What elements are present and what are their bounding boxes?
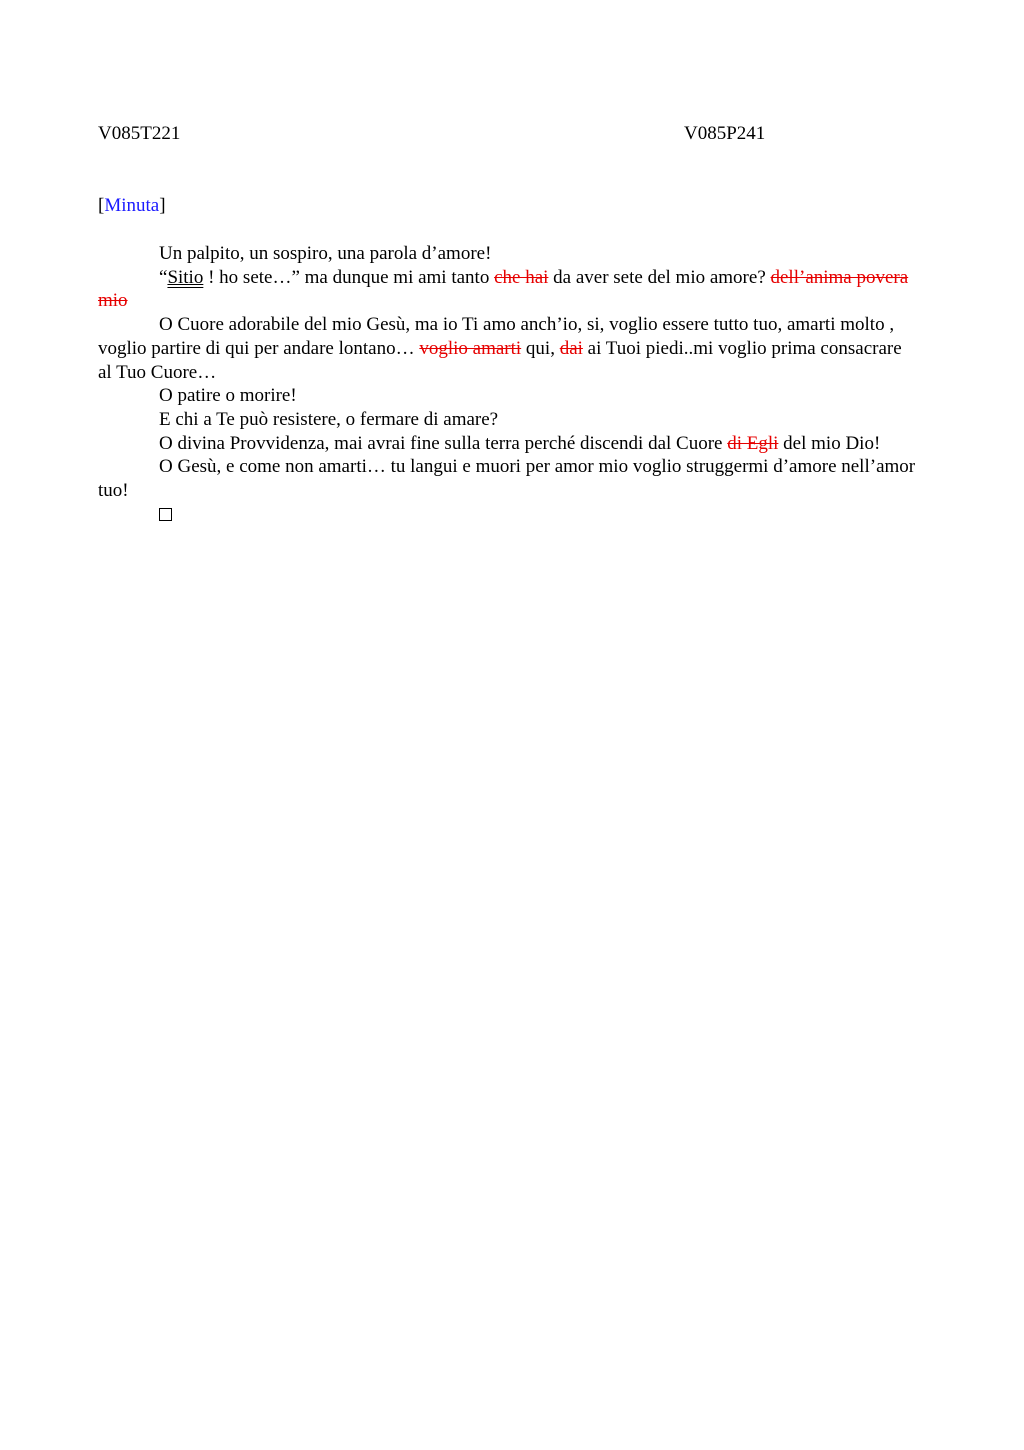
label-open-bracket: [ — [98, 195, 105, 216]
text-segment: da aver sete del mio amore? — [548, 266, 771, 288]
paragraph-6 — [98, 432, 920, 456]
text-segment: qui, — [521, 337, 560, 359]
document-id-right: V085P241 — [684, 123, 766, 144]
text-segment: del mio Dio! — [778, 432, 881, 454]
open-quote: “ — [159, 266, 168, 288]
paragraph-7: O Gesù, e come non amarti… tu langui e muori per amor mio voglio struggermi d’amore nell’amor tuo! — [98, 456, 916, 502]
text-segment: ! ho sete…” ma dunque mi ami tanto — [203, 266, 495, 288]
label-close-bracket: ] — [159, 195, 166, 216]
paragraph-1: Un palpito, un sospiro, una parola d’amore! — [159, 243, 492, 264]
deleted-text: di Egli — [727, 432, 779, 454]
paragraph-4: O patire o morire! — [159, 385, 297, 407]
end-marker-line — [98, 503, 920, 527]
text-segment: ai Tuoi piedi..mi voglio prima consacrare al Tuo Cuore… — [98, 337, 902, 383]
underlined-word: Sitio — [167, 266, 204, 288]
document-body — [98, 242, 920, 526]
square-box-icon — [159, 508, 172, 521]
paragraph-2 — [98, 266, 920, 313]
paragraph-5: E chi a Te può resistere, o fermare di amare? — [159, 408, 499, 430]
deleted-text: dai — [559, 337, 583, 359]
deleted-text: voglio amarti — [419, 337, 522, 359]
label-word: Minuta — [104, 195, 160, 216]
deleted-text: dell’anima povera mio — [98, 266, 909, 312]
document-id-left: V085T221 — [98, 123, 181, 144]
deleted-text: che hai — [494, 266, 549, 288]
paragraph-3 — [98, 313, 920, 384]
text-segment: O Cuore adorabile del mio Gesù, ma io Ti amo anch’io, si, voglio essere tutto tuo, amarti molto , voglio partire di qui per andare lontano… — [98, 314, 895, 359]
document-type-label — [98, 195, 166, 217]
text-segment: O divina Provvidenza, mai avrai fine sulla terra perché discendi dal Cuore — [159, 432, 728, 454]
